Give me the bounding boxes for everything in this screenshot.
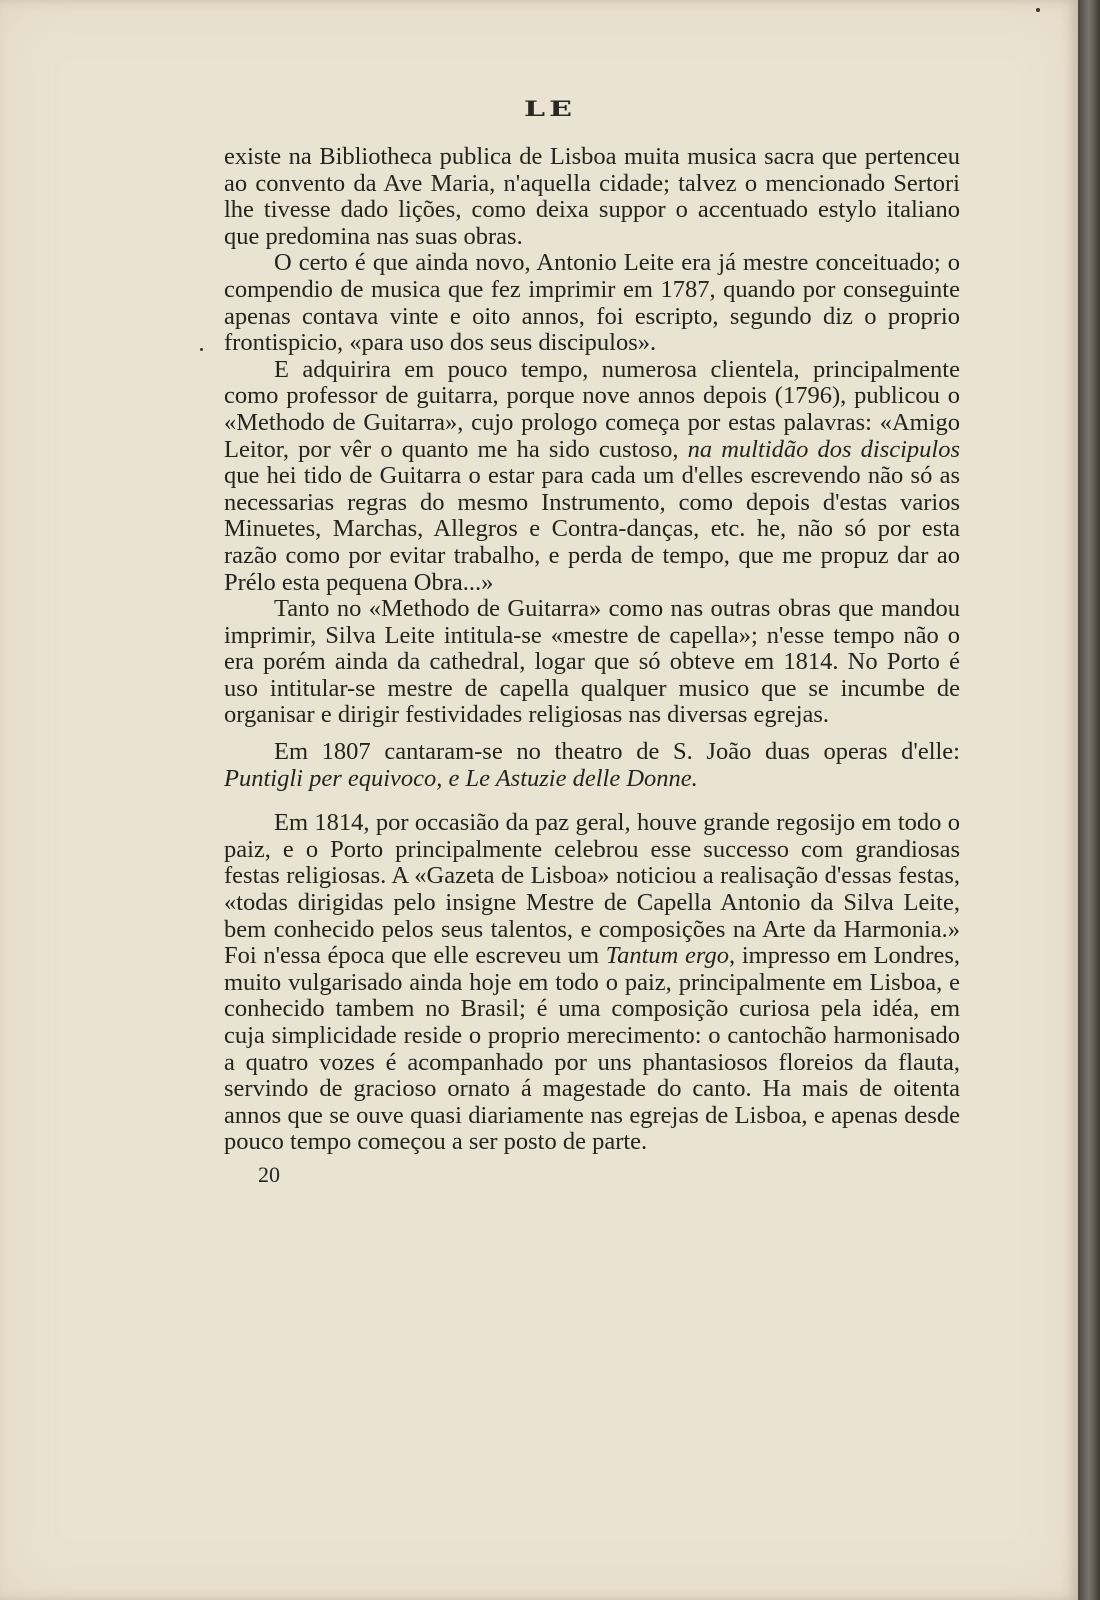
page-edge [1078,0,1100,1600]
ink-speck [200,348,203,351]
paragraph-4: Tanto no «Methodo de Guitarra» como nas outras obras que mandou imprimir, Silva Leite intitula-se «mestre de capella»; n'esse tempo não o era porém ainda da cathedral, logar que só obteve em 1814. No Porto é uso intitular-se mestre de capella qualquer musico que se incumbe de organisar e dirigir festividades religiosas nas diversas egrejas. [224,595,960,729]
paragraph-2: O certo é que ainda novo, Antonio Leite era já mestre conceituado; o compendio de musica que fez imprimir em 1787, quando por conseguinte apenas contava vinte e oito annos, foi escripto, segundo diz o proprio frontispicio, «para uso dos seus discipulos». [224,249,960,357]
paragraph-6 [224,810,960,1156]
page-number: 20 [258,1161,280,1187]
paragraph-3-text-cont: que hei tido de Guitarra o estar para cada um d'elles escrevendo não só as necessarias regras do mesmo Instrumento, como depois d'estas varios Minuetes, Marchas, Allegros e Contra-danças, etc. he, não só por esta razão como por evitar trabalho, e perda de tempo, que me propuz dar ao Prélo esta pequena Obra...» [224,462,960,596]
ink-speck [1036,8,1040,12]
running-head: LE [524,97,576,122]
paragraph-5-italic: Puntigli per equivoco, e Le Astuzie delle Donne. [224,764,698,792]
paragraph-5 [224,739,960,792]
paragraph-3-italic: na multidão dos discipulos [687,435,961,463]
paragraph-3-text: E adquirira em pouco tempo, numerosa clientela, principalmente como professor de guitarra, porque nove annos depois (1796), publicou o «Methodo de Guitarra», cujo prologo começa por estas palavras: «Amigo Leitor, por vêr o quanto me ha sido custoso, [224,355,960,463]
paragraph-6-text: Em 1814, por occasião da paz geral, houve grande regosijo em todo o paiz, e o Porto principalmente celebrou esse successo com grandiosas festas religiosas. A «Gazeta de Lisboa» noticiou a realisação d'essas festas, «todas dirigidas pelo insigne Mestre de Capella Antonio da Silva Leite, bem conhecido pelos seus talentos, e composições na Arte da Harmonia.» Foi n'essa época que elle escreveu um [224,809,960,970]
paragraph-6-italic: Tantum ergo [605,942,730,970]
paragraph-5-text: Em 1807 cantaram-se no theatro de S. João duas operas d'elle: [274,738,960,766]
paragraph-3 [224,357,960,596]
paragraph-6-text-cont: , impresso em Londres, muito vulgarisado ainda hoje em todo o paiz, principalmente em Lisboa, e conhecido tambem no Brasil; é uma composição curiosa pela idéa, em cuja simplicidade reside o proprio merecimento: o cantochão harmonisado a quatro vozes é acompanhado por uns phantasiosos floreios da flauta, servindo de gracioso ornato á magestade do canto. Ha mais de oitenta annos que se ouve quasi diariamente nas egrejas de Lisboa, e apenas desde pouco tempo começou a ser posto de parte. [224,942,960,1156]
body-text [224,144,960,1189]
paragraph-1: existe na Bibliotheca publica de Lisboa muita musica sacra que pertenceu ao convento da Ave Maria, n'aquella cidade; talvez o mencionado Sertori lhe tivesse dado lições, como deixa suppor o accentuado estylo italiano que predomina nas suas obras. [224,143,960,250]
